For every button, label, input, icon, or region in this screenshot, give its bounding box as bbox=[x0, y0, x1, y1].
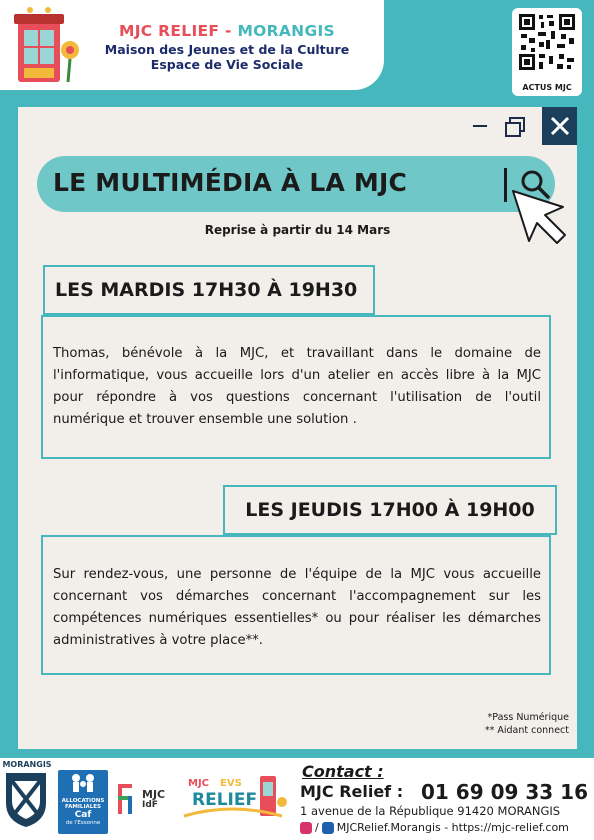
fr-mjc-mark-icon bbox=[116, 782, 140, 818]
qr-code-icon bbox=[517, 12, 577, 80]
contact-title: Contact : bbox=[302, 762, 384, 781]
reprise-date: Reprise à partir du 14 Mars bbox=[204, 223, 391, 237]
contact-address: 1 avenue de la République 91420 MORANGIS bbox=[300, 804, 561, 818]
page-title: LE MULTIMÉDIA À LA MJC bbox=[53, 168, 408, 197]
morangis-shield-icon bbox=[2, 769, 50, 829]
mjc-evs-relief-logo: MJC EVS RELIEF bbox=[182, 772, 288, 832]
close-button[interactable] bbox=[542, 107, 577, 145]
browser-window bbox=[18, 107, 577, 749]
contact-social: / MJCRelief.Morangis - https://mjc-relief.com bbox=[300, 821, 569, 834]
qr-label: ACTUS MJC bbox=[522, 83, 572, 92]
facebook-icon[interactable] bbox=[322, 822, 334, 834]
footnote-pass-numerique: *Pass Numérique bbox=[487, 712, 569, 723]
caf-family-icon bbox=[58, 770, 108, 794]
header bbox=[0, 0, 384, 90]
morangis-logo: MORANGIS bbox=[2, 760, 52, 838]
contact-org: MJC Relief : bbox=[300, 782, 404, 801]
section-heading-mardis: LES MARDIS 17H30 À 19H30 bbox=[43, 265, 375, 315]
close-icon bbox=[550, 116, 570, 136]
cursor-icon bbox=[509, 187, 571, 247]
instagram-icon[interactable] bbox=[300, 822, 312, 834]
caf-logo: ALLOCATIONS FAMILIALES Caf de l'Essonne bbox=[58, 770, 108, 834]
minimize-icon[interactable] bbox=[473, 125, 487, 127]
org-title: MJC RELIEF - MORANGIS bbox=[118, 22, 335, 40]
footer bbox=[0, 758, 594, 840]
search-divider bbox=[504, 168, 507, 202]
search-bar[interactable] bbox=[37, 156, 555, 212]
contact-social-text[interactable]: MJCRelief.Morangis - https://mjc-relief.com bbox=[336, 821, 569, 834]
section-text-jeudis: Sur rendez-vous, une personne de l'équipe de la MJC vous accueille concernant vos démarches concernant l'accompagnement sur les compétences numériques essentielles* ou pour réaliser les démarches administratives à votre place**. bbox=[41, 535, 551, 675]
restore-icon[interactable] bbox=[504, 116, 526, 138]
org-subtitle-line1: Maison des Jeunes et de la Culture bbox=[104, 42, 350, 57]
footnote-aidant-connect: ** Aidant connect bbox=[484, 725, 569, 736]
mjc-kiosk-logo bbox=[8, 6, 86, 86]
fr-mjc-idf-logo: MJC IdF bbox=[116, 780, 172, 828]
org-subtitle-line2: Espace de Vie Sociale bbox=[150, 57, 304, 72]
qr-code[interactable] bbox=[512, 8, 582, 96]
section-text-mardis: Thomas, bénévole à la MJC, et travaillant dans le domaine de l'informatique, vous accueille lors d'un atelier en accès libre à la MJC pour répondre à vos questions concernant l'utilisation de l'outil numérique et trouver ensemble une solution . bbox=[41, 315, 551, 459]
section-heading-jeudis: LES JEUDIS 17H00 À 19H00 bbox=[223, 485, 557, 535]
footnotes bbox=[485, 711, 569, 737]
contact-phone[interactable]: 01 69 09 33 16 bbox=[421, 780, 589, 804]
